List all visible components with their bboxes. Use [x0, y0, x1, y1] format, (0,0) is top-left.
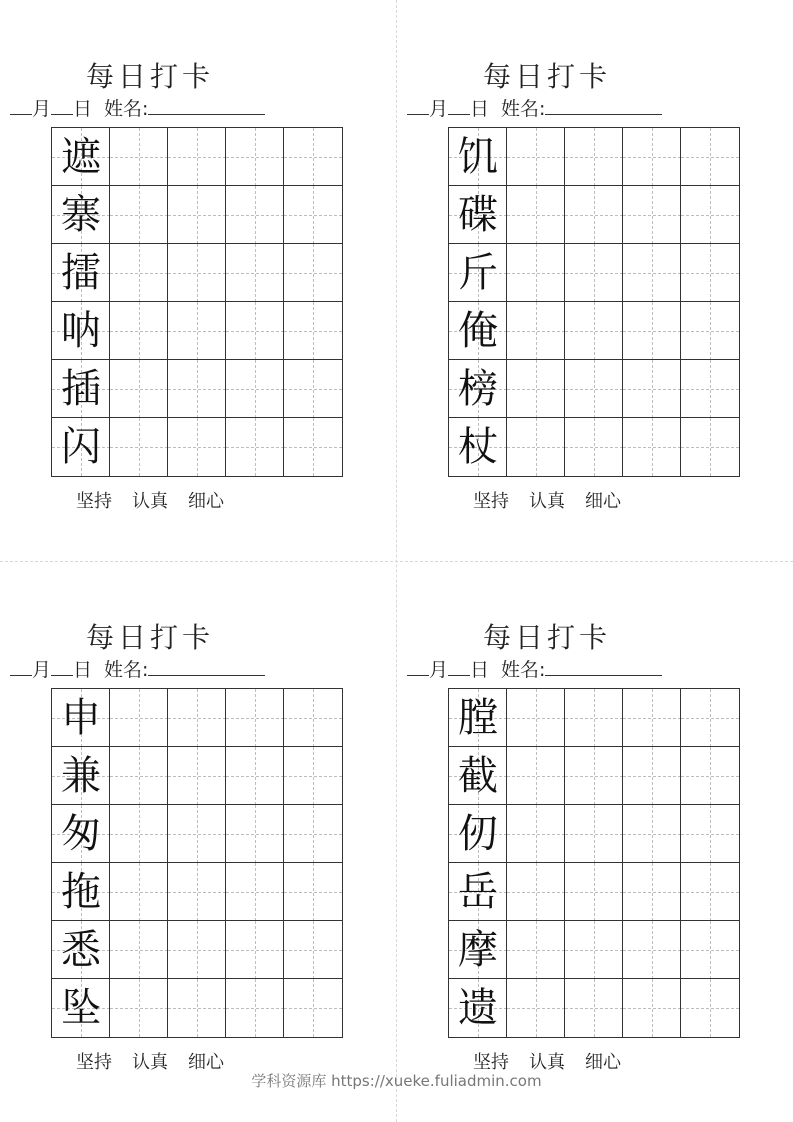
model-character: 坠	[61, 985, 101, 1031]
month-blank[interactable]	[407, 97, 429, 115]
practice-cell[interactable]	[565, 689, 623, 747]
writing-grid	[51, 127, 343, 477]
practice-cell[interactable]	[110, 186, 168, 244]
practice-cell[interactable]	[623, 747, 681, 805]
name-blank[interactable]	[148, 658, 265, 676]
practice-cell[interactable]	[507, 360, 565, 418]
practice-cell[interactable]	[565, 302, 623, 360]
practice-cell[interactable]	[168, 863, 226, 921]
grid-row	[52, 863, 342, 921]
practice-cell[interactable]	[284, 863, 342, 921]
practice-cell[interactable]	[110, 921, 168, 979]
practice-cell[interactable]	[168, 418, 226, 476]
practice-card	[397, 0, 697, 512]
month-blank[interactable]	[10, 658, 32, 676]
practice-cell[interactable]	[284, 921, 342, 979]
practice-cell[interactable]	[507, 689, 565, 747]
model-character: 碟	[458, 192, 498, 238]
card-title: 每日打卡	[85, 621, 214, 654]
writing-grid	[448, 688, 740, 1038]
model-character-cell	[449, 921, 507, 979]
practice-cell[interactable]	[623, 863, 681, 921]
practice-cell[interactable]	[623, 921, 681, 979]
grid-row	[52, 360, 342, 418]
practice-cell[interactable]	[623, 805, 681, 863]
model-character-cell	[52, 921, 110, 979]
name-label: 姓名:	[104, 98, 149, 120]
month-blank[interactable]	[407, 658, 429, 676]
name-label: 姓名:	[104, 659, 149, 681]
model-character-cell	[52, 747, 110, 805]
practice-cell[interactable]	[507, 244, 565, 302]
grid-row	[52, 805, 342, 863]
grid-row	[449, 863, 739, 921]
practice-cell[interactable]	[565, 805, 623, 863]
name-blank[interactable]	[545, 97, 662, 115]
practice-cell[interactable]	[168, 805, 226, 863]
motto-careful: 细心	[585, 1052, 621, 1073]
model-character: 杖	[458, 424, 498, 470]
practice-cell[interactable]	[226, 128, 284, 186]
date-name-line	[407, 655, 662, 682]
writing-grid	[448, 127, 740, 477]
practice-cell[interactable]	[623, 302, 681, 360]
month-blank[interactable]	[10, 97, 32, 115]
grid-row	[449, 979, 739, 1037]
practice-cell[interactable]	[507, 418, 565, 476]
grid-row	[449, 244, 739, 302]
model-character-cell	[52, 979, 110, 1037]
model-character: 申	[61, 695, 101, 741]
practice-cell[interactable]	[507, 747, 565, 805]
practice-cell[interactable]	[681, 128, 739, 186]
practice-cell[interactable]	[507, 302, 565, 360]
practice-cell[interactable]	[226, 689, 284, 747]
model-character: 兼	[61, 753, 101, 799]
model-character-cell	[449, 747, 507, 805]
practice-cell[interactable]	[168, 186, 226, 244]
practice-cell[interactable]	[110, 244, 168, 302]
practice-cell[interactable]	[284, 418, 342, 476]
motto-persist: 坚持	[76, 1052, 112, 1073]
practice-cell[interactable]	[284, 747, 342, 805]
model-character-cell	[52, 302, 110, 360]
date-name-line	[10, 655, 265, 682]
model-character: 榜	[458, 366, 498, 412]
practice-cell[interactable]	[623, 689, 681, 747]
practice-cell[interactable]	[284, 360, 342, 418]
practice-cell[interactable]	[623, 186, 681, 244]
model-character: 截	[458, 753, 498, 799]
grid-row	[449, 747, 739, 805]
practice-cell[interactable]	[110, 360, 168, 418]
practice-cell[interactable]	[565, 863, 623, 921]
day-blank[interactable]	[448, 658, 470, 676]
grid-row	[52, 302, 342, 360]
practice-cell[interactable]	[623, 128, 681, 186]
day-blank[interactable]	[51, 658, 73, 676]
practice-cell[interactable]	[565, 244, 623, 302]
motto-persist: 坚持	[473, 491, 509, 512]
model-character: 摩	[458, 927, 498, 973]
grid-row	[449, 302, 739, 360]
practice-cell[interactable]	[565, 921, 623, 979]
motto-line	[0, 487, 300, 513]
model-character: 饥	[458, 134, 498, 180]
practice-cell[interactable]	[507, 979, 565, 1037]
practice-cell[interactable]	[284, 128, 342, 186]
model-character: 拖	[61, 869, 101, 915]
model-character-cell	[449, 244, 507, 302]
name-blank[interactable]	[148, 97, 265, 115]
model-character: 岳	[458, 869, 498, 915]
model-character-cell	[52, 128, 110, 186]
practice-cell[interactable]	[565, 186, 623, 244]
practice-cell[interactable]	[623, 244, 681, 302]
model-character-cell	[52, 360, 110, 418]
practice-card	[0, 561, 300, 1073]
grid-row	[52, 418, 342, 476]
practice-cell[interactable]	[681, 979, 739, 1037]
grid-row	[449, 128, 739, 186]
model-character-cell	[449, 302, 507, 360]
model-character: 俺	[458, 308, 498, 354]
model-character: 仞	[458, 811, 498, 857]
grid-row	[449, 360, 739, 418]
model-character-cell	[449, 128, 507, 186]
practice-cell[interactable]	[507, 921, 565, 979]
model-character-cell	[449, 360, 507, 418]
practice-cell[interactable]	[507, 863, 565, 921]
model-character-cell	[449, 689, 507, 747]
practice-cell[interactable]	[110, 128, 168, 186]
motto-persist: 坚持	[473, 1052, 509, 1073]
practice-cell[interactable]	[565, 360, 623, 418]
practice-cell[interactable]	[681, 805, 739, 863]
model-character-cell	[449, 418, 507, 476]
model-character: 悉	[61, 927, 101, 973]
practice-cell[interactable]	[226, 747, 284, 805]
day-blank[interactable]	[448, 97, 470, 115]
model-character-cell	[52, 863, 110, 921]
practice-cell[interactable]	[168, 360, 226, 418]
day-label: 日	[73, 659, 93, 681]
grid-row	[52, 921, 342, 979]
motto-persist: 坚持	[76, 491, 112, 512]
day-label: 日	[470, 659, 490, 681]
model-character: 寨	[61, 192, 101, 238]
practice-cell[interactable]	[226, 418, 284, 476]
practice-cell[interactable]	[226, 863, 284, 921]
model-character: 匆	[61, 811, 101, 857]
grid-row	[52, 186, 342, 244]
motto-serious: 认真	[529, 1052, 565, 1073]
grid-row	[52, 689, 342, 747]
practice-cell[interactable]	[681, 747, 739, 805]
model-character: 遗	[458, 985, 498, 1031]
practice-cell[interactable]	[110, 747, 168, 805]
motto-careful: 细心	[188, 491, 224, 512]
model-character: 呐	[61, 308, 101, 354]
practice-cell[interactable]	[681, 360, 739, 418]
practice-cell[interactable]	[284, 979, 342, 1037]
day-label: 日	[470, 98, 490, 120]
motto-serious: 认真	[132, 1052, 168, 1073]
model-character-cell	[449, 186, 507, 244]
practice-cell[interactable]	[681, 244, 739, 302]
card-title: 每日打卡	[85, 60, 214, 93]
day-label: 日	[73, 98, 93, 120]
practice-cell[interactable]	[284, 186, 342, 244]
practice-cell[interactable]	[284, 302, 342, 360]
practice-cell[interactable]	[681, 418, 739, 476]
practice-cell[interactable]	[507, 128, 565, 186]
model-character: 插	[61, 366, 101, 412]
practice-cell[interactable]	[226, 244, 284, 302]
practice-cell[interactable]	[226, 360, 284, 418]
grid-row	[449, 186, 739, 244]
practice-cell[interactable]	[110, 979, 168, 1037]
practice-cell[interactable]	[681, 186, 739, 244]
practice-cell[interactable]	[681, 921, 739, 979]
practice-card	[0, 0, 300, 512]
practice-cell[interactable]	[168, 747, 226, 805]
model-character-cell	[52, 418, 110, 476]
motto-careful: 细心	[188, 1052, 224, 1073]
model-character: 擂	[61, 250, 101, 296]
practice-cell[interactable]	[110, 689, 168, 747]
model-character-cell	[449, 863, 507, 921]
model-character: 膛	[458, 695, 498, 741]
practice-card	[397, 561, 697, 1073]
practice-cell[interactable]	[168, 128, 226, 186]
practice-cell[interactable]	[168, 302, 226, 360]
practice-cell[interactable]	[565, 418, 623, 476]
practice-cell[interactable]	[565, 979, 623, 1037]
grid-row	[52, 244, 342, 302]
practice-cell[interactable]	[284, 689, 342, 747]
grid-row	[449, 418, 739, 476]
month-label: 月	[429, 98, 449, 120]
model-character: 斤	[458, 250, 498, 296]
practice-cell[interactable]	[284, 805, 342, 863]
card-title: 每日打卡	[482, 60, 611, 93]
writing-grid	[51, 688, 343, 1038]
grid-row	[449, 805, 739, 863]
practice-cell[interactable]	[507, 186, 565, 244]
practice-cell[interactable]	[565, 747, 623, 805]
practice-cell[interactable]	[110, 418, 168, 476]
card-title: 每日打卡	[482, 621, 611, 654]
motto-serious: 认真	[529, 491, 565, 512]
practice-cell[interactable]	[284, 244, 342, 302]
date-name-line	[407, 94, 662, 121]
motto-serious: 认真	[132, 491, 168, 512]
name-label: 姓名:	[501, 659, 546, 681]
month-label: 月	[32, 659, 52, 681]
practice-cell[interactable]	[507, 805, 565, 863]
grid-row	[449, 689, 739, 747]
practice-cell[interactable]	[681, 863, 739, 921]
grid-row	[449, 921, 739, 979]
grid-row	[52, 747, 342, 805]
model-character-cell	[52, 805, 110, 863]
practice-cell[interactable]	[110, 805, 168, 863]
date-name-line	[10, 94, 265, 121]
practice-cell[interactable]	[226, 921, 284, 979]
model-character-cell	[52, 186, 110, 244]
grid-row	[52, 979, 342, 1037]
model-character-cell	[52, 244, 110, 302]
practice-cell[interactable]	[226, 186, 284, 244]
model-character: 遮	[61, 134, 101, 180]
practice-cell[interactable]	[623, 360, 681, 418]
practice-cell[interactable]	[168, 921, 226, 979]
practice-cell[interactable]	[110, 302, 168, 360]
model-character-cell	[52, 689, 110, 747]
practice-cell[interactable]	[623, 979, 681, 1037]
practice-cell[interactable]	[168, 979, 226, 1037]
practice-cell[interactable]	[226, 979, 284, 1037]
grid-row	[52, 128, 342, 186]
practice-cell[interactable]	[226, 302, 284, 360]
practice-cell[interactable]	[110, 863, 168, 921]
model-character-cell	[449, 805, 507, 863]
footer-source: 学科资源库 https://xueke.fuliadmin.com	[251, 1072, 542, 1090]
model-character: 闪	[61, 424, 101, 470]
practice-cell[interactable]	[681, 302, 739, 360]
month-label: 月	[429, 659, 449, 681]
practice-cell[interactable]	[168, 244, 226, 302]
practice-cell[interactable]	[681, 689, 739, 747]
name-label: 姓名:	[501, 98, 546, 120]
day-blank[interactable]	[51, 97, 73, 115]
practice-cell[interactable]	[226, 805, 284, 863]
practice-cell[interactable]	[565, 128, 623, 186]
name-blank[interactable]	[545, 658, 662, 676]
practice-cell[interactable]	[623, 418, 681, 476]
month-label: 月	[32, 98, 52, 120]
motto-line	[397, 487, 697, 513]
model-character-cell	[449, 979, 507, 1037]
motto-careful: 细心	[585, 491, 621, 512]
practice-cell[interactable]	[168, 689, 226, 747]
